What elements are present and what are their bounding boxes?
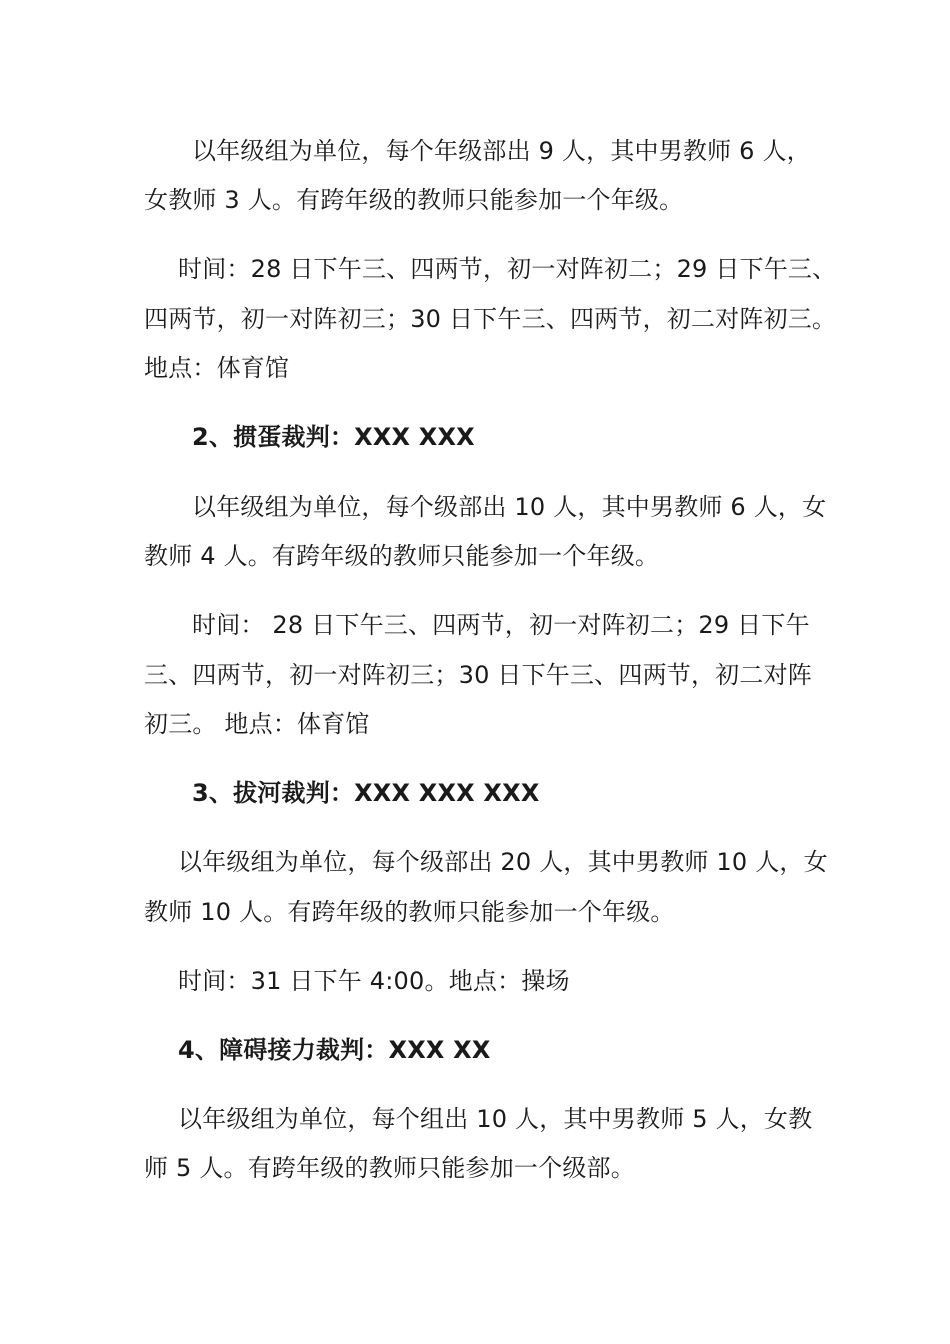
paragraph-line: 以年级组为单位，每个年级部出 9 人，其中男教师 6 人， — [192, 137, 811, 165]
paragraph-line: 以年级组为单位，每个级部出 20 人，其中男教师 10 人，女 — [178, 848, 828, 876]
paragraph-line: 女教师 3 人。有跨年级的教师只能参加一个年级。 — [144, 186, 684, 214]
paragraph-line: 初三。 地点：体育馆 — [144, 710, 370, 738]
paragraph-line: 以年级组为单位，每个组出 10 人，其中男教师 5 人，女教 — [178, 1105, 813, 1133]
section-heading: 2、掼蛋裁判：XXX XXX — [192, 423, 475, 451]
paragraph-line: 时间：28 日下午三、四两节，初一对阵初二；29 日下午三、 — [178, 255, 837, 283]
paragraph-line: 教师 10 人。有跨年级的教师只能参加一个年级。 — [144, 898, 675, 926]
paragraph-line: 时间： 28 日下午三、四两节，初一对阵初二；29 日下午 — [192, 611, 810, 639]
paragraph-line: 三、四两节，初一对阵初三；30 日下午三、四两节，初二对阵 — [144, 661, 812, 689]
section-heading: 3、拔河裁判：XXX XXX XXX — [192, 779, 540, 807]
paragraph-line: 地点：体育馆 — [144, 354, 290, 382]
paragraph-line: 时间：31 日下午 4:00。地点：操场 — [178, 967, 570, 995]
paragraph-line: 四两节，初一对阵初三；30 日下午三、四两节，初二对阵初三。 — [144, 305, 837, 333]
paragraph-line: 师 5 人。有跨年级的教师只能参加一个级部。 — [144, 1154, 635, 1182]
paragraph-line: 以年级组为单位，每个级部出 10 人，其中男教师 6 人，女 — [192, 493, 827, 521]
section-heading: 4、障碍接力裁判：XXX XX — [178, 1036, 491, 1064]
paragraph-line: 教师 4 人。有跨年级的教师只能参加一个年级。 — [144, 542, 660, 570]
